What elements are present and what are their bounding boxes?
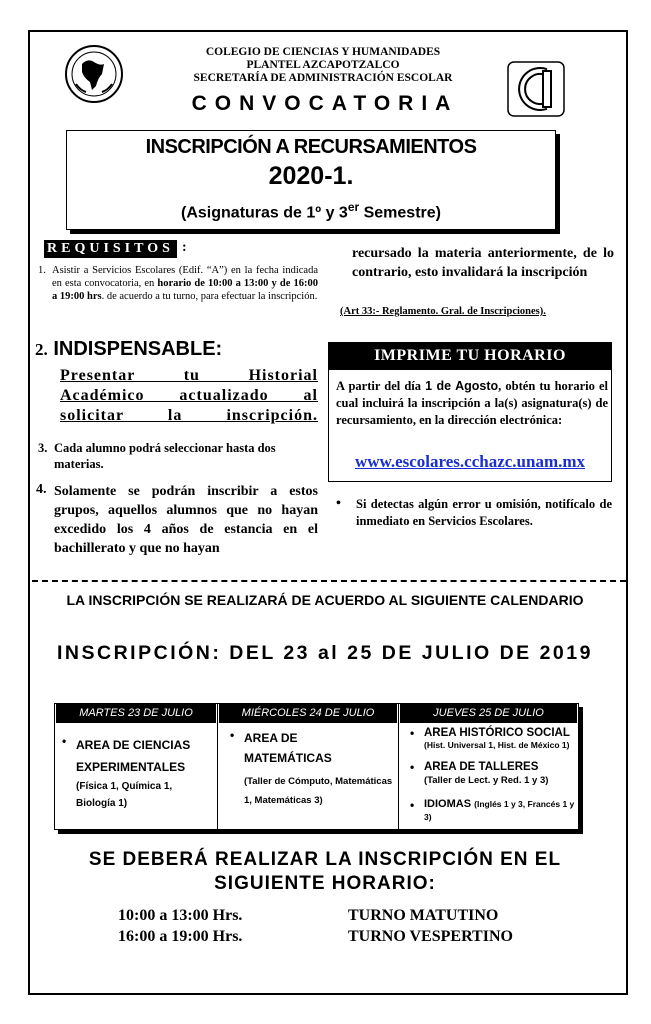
table-header-miercoles: MIÉRCOLES 24 DE JULIO [219, 703, 397, 723]
col3-area-talleres: AREA DE TALLERES [424, 761, 539, 773]
morning-shift: TURNO MATUTINO [348, 907, 499, 924]
continuation-text: recursado la materia anteriormente, de lo contrario, esto invalidará la inscripción [352, 246, 614, 280]
bullet: • [410, 798, 415, 812]
table-divider [217, 703, 218, 830]
col1-subjects: (Física 1, Química 1, Biología 1) [76, 781, 173, 809]
article-reference: (Art 33:- Reglamento. Gral. de Inscripciones). [340, 306, 546, 317]
item3-number: 3. [38, 441, 48, 455]
col2-area: AREA DE MATEMÁTICAS [244, 731, 332, 765]
requisitos-label: REQUISITOS [44, 240, 177, 258]
item4-number: 4. [36, 482, 47, 497]
requisitos-colon: : [182, 240, 187, 255]
imprime-text: A partir del día 1 de Agosto, obtén tu horario el cual incluirá la inscripción a la(s) asignatura(s) de recursamiento, en la dirección electrónica: [336, 379, 608, 427]
col1-area: AREA DE CIENCIAS EXPERIMENTALES [76, 738, 191, 774]
item1-text: Asistir a Servicios Escolares (Edif. “A”) en la fecha indicada en esta convocatoria, en horario de 10:00 a 13:00 y de 16:00 a 19:00 hrs. de acuerdo a tu turno, para efectuar la inscripción. [52, 265, 318, 302]
table-divider [398, 703, 399, 830]
page-heading: CONVOCATORIA [191, 92, 459, 115]
imprime-header: IMPRIME TU HORARIO [328, 342, 612, 370]
bullet: • [62, 734, 67, 748]
campus-name: PLANTEL AZCAPOTZALCO [246, 59, 400, 71]
col3-area-historico: AREA HISTÓRICO SOCIAL [424, 727, 570, 739]
table-header-martes: MARTES 23 DE JULIO [56, 703, 216, 723]
office-name: SECRETARÍA DE ADMINISTRACIÓN ESCOLAR [193, 72, 453, 84]
morning-time: 10:00 a 13:00 Hrs. [118, 907, 243, 924]
horario-heading: SE DEBERÁ REALIZAR LA INSCRIPCIÓN EN EL SIGUIENTE HORARIO: [88, 849, 562, 894]
institution-name: COLEGIO DE CIENCIAS Y HUMANIDADES [205, 46, 441, 58]
aviso-bullet: • [336, 496, 341, 511]
title-line2: 2020-1. [268, 162, 354, 190]
inscription-dates: INSCRIPCIÓN: DEL 23 al 25 DE JULIO DE 2019 [57, 642, 593, 664]
evening-shift: TURNO VESPERTINO [348, 928, 513, 945]
item2-text: Presentar tu Historial Académico actualizado al solicitar la inscripción. [60, 367, 318, 424]
bullet: • [410, 760, 415, 774]
title-line1: INSCRIPCIÓN A RECURSAMIENTOS [145, 136, 477, 158]
col3-talleres-subjects: (Taller de Lect. y Red. 1 y 3) [424, 775, 549, 786]
aviso-text: Si detectas algún error u omisión, notifícalo de inmediato en Servicios Escolares. [356, 497, 612, 528]
section-divider [32, 580, 626, 582]
calendar-intro: LA INSCRIPCIÓN SE REALIZARÁ DE ACUERDO AL SIGUIENTE CALENDARIO [66, 592, 584, 608]
item1-number: 1. [38, 265, 46, 276]
item3-text: Cada alumno podrá seleccionar hasta dos materias. [54, 441, 276, 471]
unam-seal-logo [64, 44, 124, 104]
title-line3: (Asignaturas de 1º y 3er Semestre) [181, 200, 441, 222]
col3-historico-subjects: (Hist. Universal 1, Hist. de México 1) [424, 740, 570, 750]
bullet: • [230, 728, 235, 742]
item4-text: Solamente se podrán inscribir a estos grupos, aquellos alumnos que no hayan excedido los 4 años de estancia en el bachillerato y que no hayan [54, 484, 318, 556]
bullet: • [410, 726, 415, 740]
col2-subjects: (Taller de Cómputo, Matemáticas 1, Matemáticas 3) [244, 776, 393, 806]
item2-title: 2. INDISPENSABLE: [35, 338, 223, 360]
escolares-link[interactable]: www.escolares.cchazc.unam.mx [354, 452, 586, 471]
table-header-jueves: JUEVES 25 DE JULIO [400, 703, 577, 723]
col3-idiomas: IDIOMAS (Inglés 1 y 3, Francés 1 y 3) [424, 798, 575, 822]
evening-time: 16:00 a 19:00 Hrs. [118, 928, 243, 945]
